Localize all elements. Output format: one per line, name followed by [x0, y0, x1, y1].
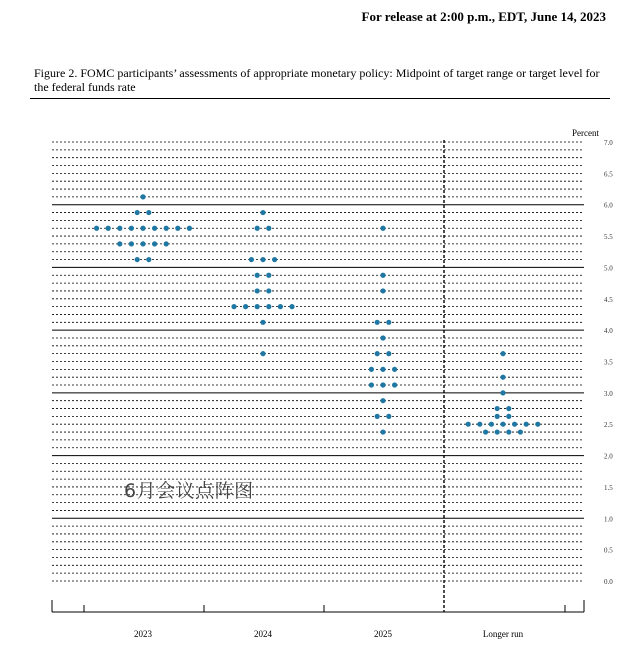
y-tick-label: 6.5 [604, 170, 613, 179]
participant-dot [483, 429, 488, 434]
participant-dot [152, 226, 157, 231]
y-tick-label: 7.0 [604, 139, 613, 147]
participant-dot [524, 422, 529, 427]
participant-dot [495, 414, 500, 419]
participant-dot [152, 241, 157, 246]
participant-dot [175, 226, 180, 231]
participant-dot [260, 351, 265, 356]
participant-dot [380, 335, 385, 340]
participant-dot [266, 226, 271, 231]
participant-dot [380, 398, 385, 403]
participant-dot [249, 257, 254, 262]
participant-dot [386, 351, 391, 356]
y-tick-label: 6.0 [604, 201, 613, 210]
participant-dot [386, 414, 391, 419]
participant-dot [146, 210, 151, 215]
participant-dot [255, 226, 260, 231]
participant-dot [243, 304, 248, 309]
participant-dot [255, 273, 260, 278]
y-tick-label: 0.0 [604, 578, 613, 586]
participant-dot [117, 226, 122, 231]
participant-dot [380, 429, 385, 434]
participant-dot [135, 257, 140, 262]
participant-dot [260, 320, 265, 325]
participant-dot [164, 226, 169, 231]
y-tick-label: 2.5 [604, 421, 613, 430]
participant-dot [380, 288, 385, 293]
x-tick-label: Longer run [482, 629, 524, 639]
watermark-text: 6月会议点阵图 [124, 480, 254, 502]
participant-dot [386, 320, 391, 325]
participant-dot [512, 422, 517, 427]
y-tick-label: 2.0 [604, 452, 613, 461]
y-tick-label: 4.5 [604, 295, 613, 304]
participant-dot [500, 351, 505, 356]
participant-dot [369, 367, 374, 372]
y-tick-label: 5.5 [604, 233, 613, 242]
participant-dot [272, 257, 277, 262]
participant-dot [260, 257, 265, 262]
participant-dot [466, 422, 471, 427]
participant-dot [187, 226, 192, 231]
participant-dot [495, 429, 500, 434]
participant-dot [94, 226, 99, 231]
participant-dot [369, 382, 374, 387]
participant-dot [135, 210, 140, 215]
figure-caption: Figure 2. FOMC participants’ assessments of appropriate monetary policy: Midpoint of target range or target level for the federal funds rate [34, 66, 600, 94]
participant-dot [231, 304, 236, 309]
x-tick-label: 2023 [134, 629, 152, 639]
participant-dot [255, 288, 260, 293]
participant-dot [266, 288, 271, 293]
participant-dot [500, 422, 505, 427]
participant-dot [500, 390, 505, 395]
y-tick-label: 4.0 [604, 327, 613, 336]
y-axis-label: Percent [572, 128, 599, 138]
participant-dot [380, 382, 385, 387]
y-tick-label: 1.0 [604, 515, 613, 524]
grid-lines [52, 142, 584, 581]
participant-dot [164, 241, 169, 246]
participant-dot [506, 429, 511, 434]
participant-dot [495, 406, 500, 411]
participant-dot [392, 367, 397, 372]
participant-dot [129, 226, 134, 231]
y-tick-label: 1.5 [604, 483, 613, 492]
participant-dot [375, 414, 380, 419]
participant-dot [146, 257, 151, 262]
participant-dot [392, 382, 397, 387]
participant-dot [535, 422, 540, 427]
x-tick-label: 2025 [374, 629, 392, 639]
participant-dot [380, 273, 385, 278]
release-line: For release at 2:00 p.m., EDT, June 14, 2023 [361, 9, 606, 24]
participant-dot [140, 241, 145, 246]
participant-dot [380, 226, 385, 231]
x-tick-label: 2024 [254, 629, 272, 639]
participant-dot [260, 210, 265, 215]
participant-dot [380, 367, 385, 372]
participant-dot [266, 304, 271, 309]
participant-dot [506, 406, 511, 411]
participant-dot [500, 375, 505, 380]
participant-dot [140, 226, 145, 231]
participant-dot [506, 414, 511, 419]
participant-dot [266, 273, 271, 278]
participant-dot [255, 304, 260, 309]
y-tick-label: 0.5 [604, 546, 613, 555]
y-tick-label: 3.5 [604, 358, 613, 367]
participant-dot [375, 351, 380, 356]
participant-dot [477, 422, 482, 427]
participant-dot [489, 422, 494, 427]
participant-dot [375, 320, 380, 325]
y-tick-label: 3.0 [604, 389, 613, 398]
y-tick-label: 5.0 [604, 264, 613, 273]
participant-dot [129, 241, 134, 246]
participant-dot [140, 194, 145, 199]
participant-dot [106, 226, 111, 231]
participant-dot [518, 429, 523, 434]
participant-dot [278, 304, 283, 309]
participant-dot [117, 241, 122, 246]
participant-dot [289, 304, 294, 309]
